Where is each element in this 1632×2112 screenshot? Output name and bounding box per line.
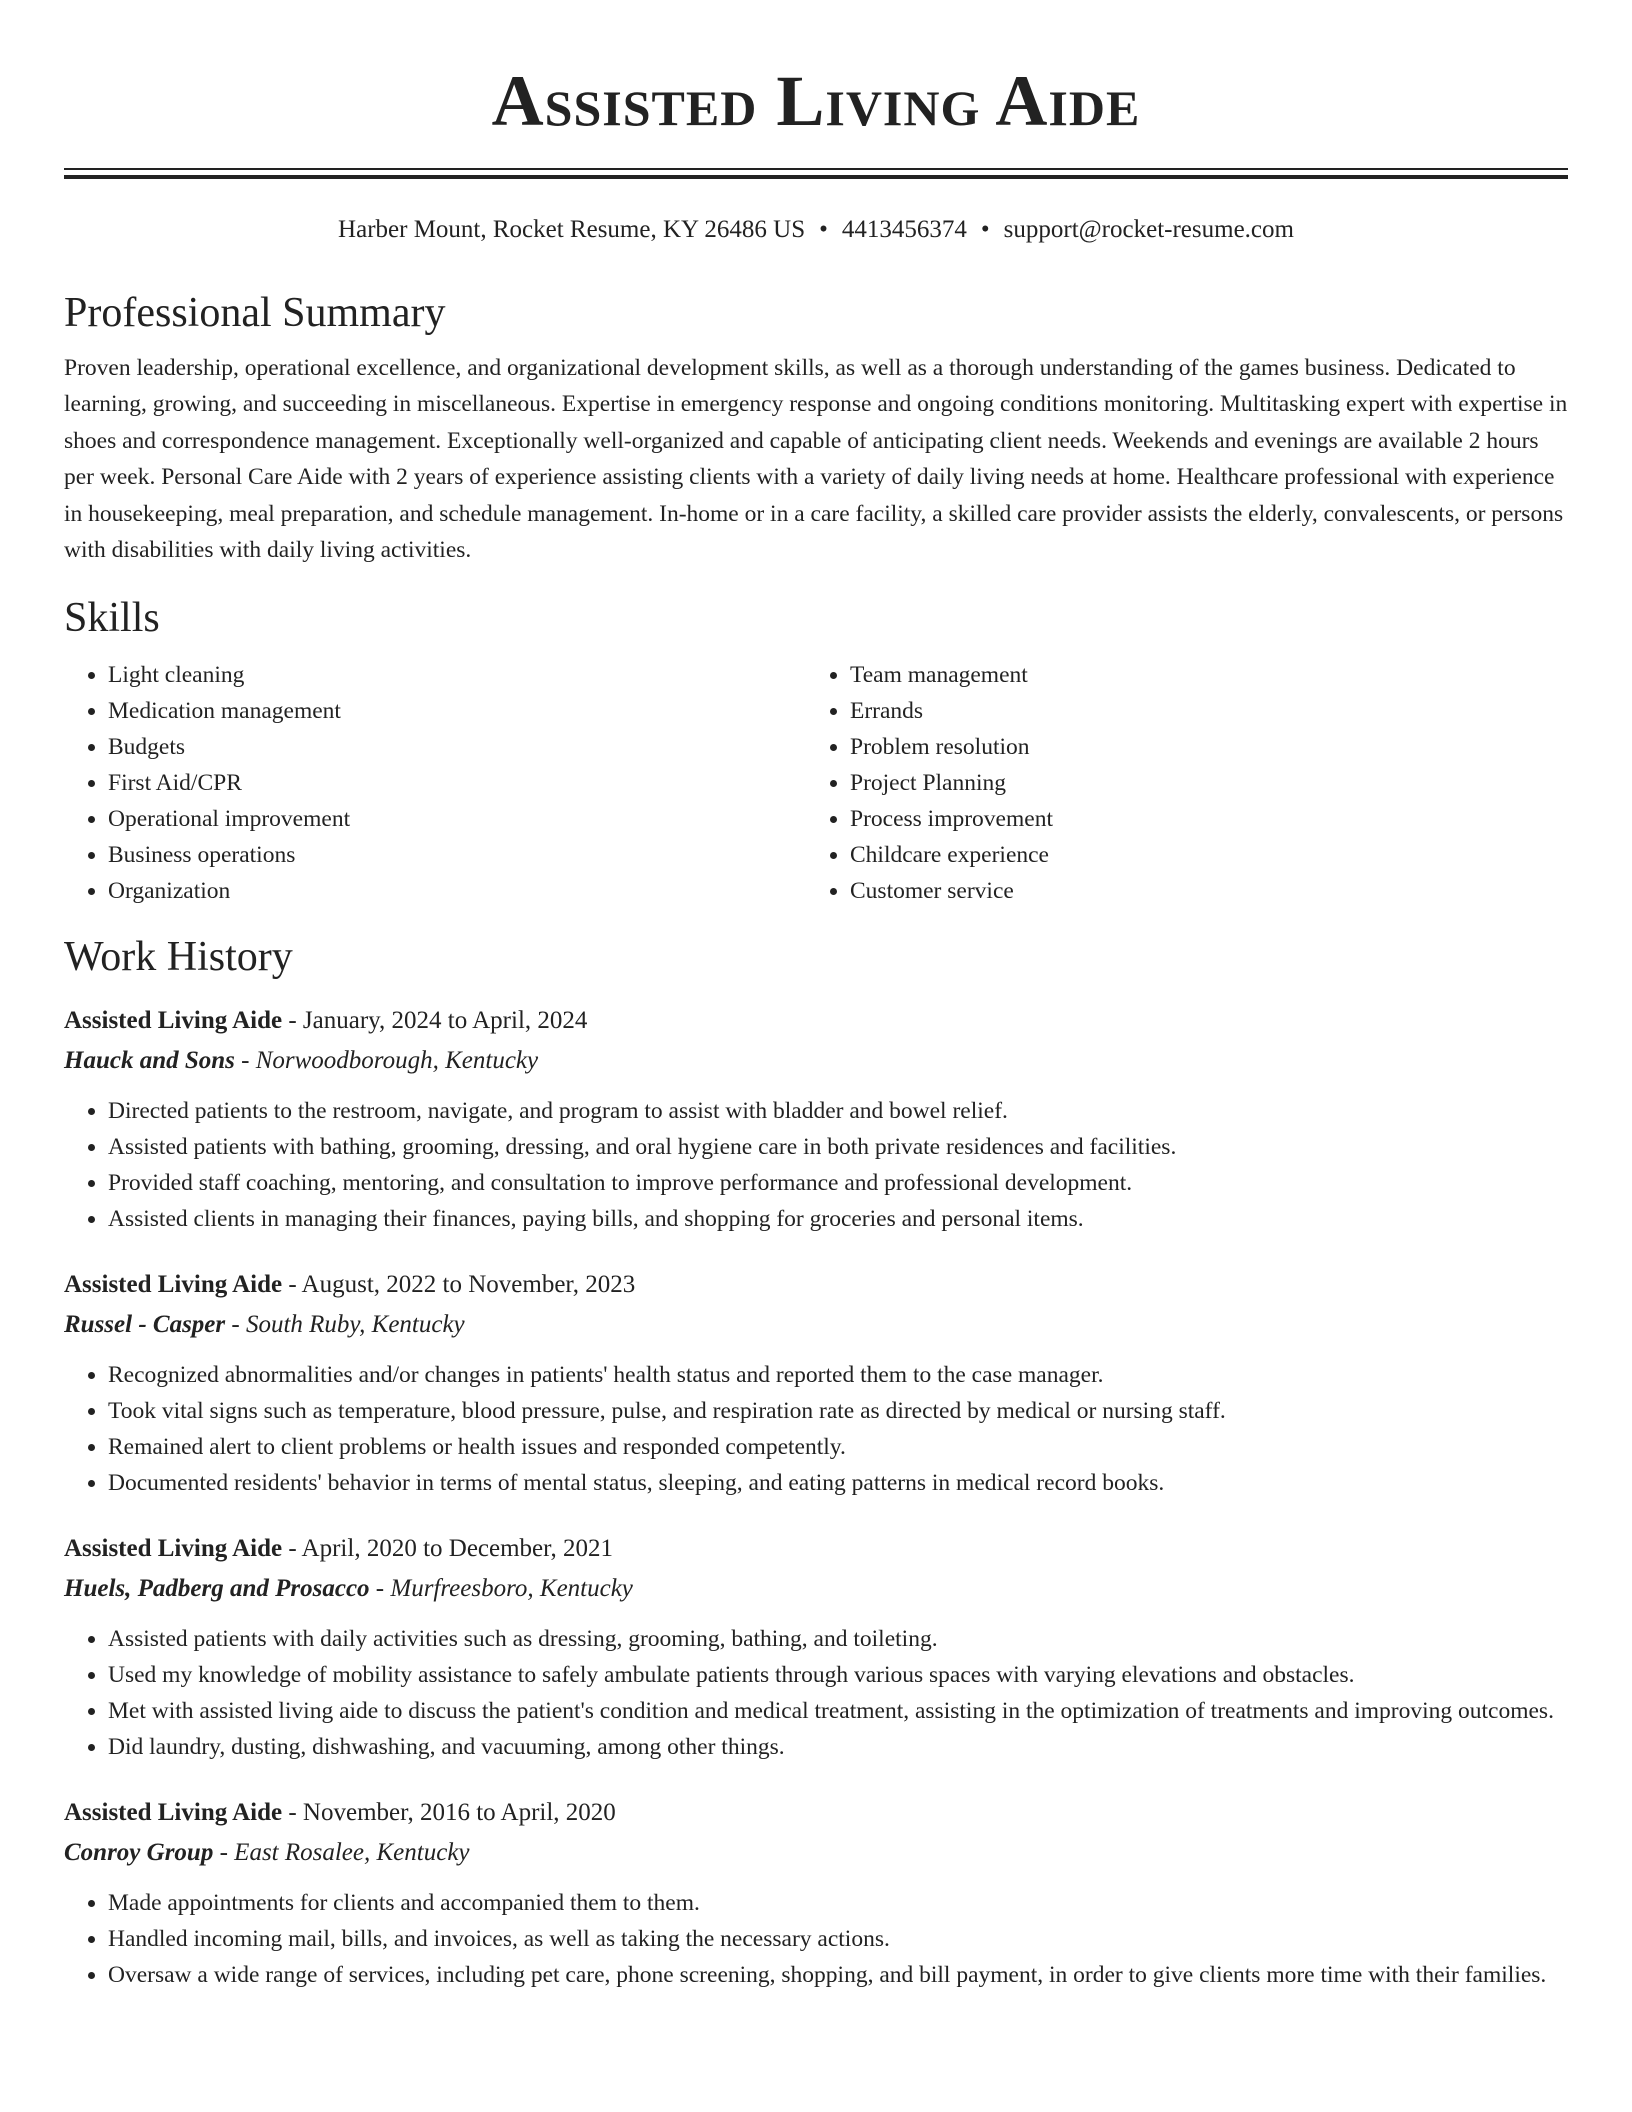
contact-address: Harber Mount, Rocket Resume, KY 26486 US [338,216,806,243]
contact-line [64,215,1568,245]
job-bullet: • Provided staff coaching, mentoring, and consultation to improve performance and professional development. [108,1165,1568,1201]
skill-item: • Team management [850,657,1548,693]
job-title: Assisted Living Aide [64,1535,283,1563]
job-bullet: • Recognized abnormalities and/or changes in patients' health status and reported them to the case manager. [108,1357,1568,1393]
job-company-line [64,1833,1568,1873]
job-bullets [64,1357,1568,1501]
job-bullet: • Documented residents' behavior in terms of mental status, sleeping, and eating patterns in medical record books. [108,1465,1568,1501]
work-history-heading: Work History [64,934,293,981]
skill-item: • First Aid/CPR [108,765,806,801]
job-title-line [64,1265,1568,1305]
job-bullet: • Handled incoming mail, bills, and invoices, as well as taking the necessary actions. [108,1921,1568,1957]
job-title-line [64,1001,1568,1041]
job-entry [64,1001,1568,1237]
skill-item: • Problem resolution [850,729,1548,765]
skill-item: • Project Planning [850,765,1548,801]
job-bullet: • Remained alert to client problems or health issues and responded competently. [108,1429,1568,1465]
job-dates: - August, 2022 to November, 2023 [282,1271,636,1299]
job-bullet: • Met with assisted living aide to discuss the patient's condition and medical treatment, assisting in the optimization of treatments and improving outcomes. [108,1693,1568,1729]
contact-phone: 4413456374 [841,216,967,243]
job-bullet: • Oversaw a wide range of services, including pet care, phone screening, shopping, and bill payment, in order to give clients more time with their families. [108,1957,1568,1993]
job-company: Huels, Padberg and Prosacco [64,1575,370,1603]
skill-item: • Operational improvement [108,801,806,837]
job-entry [64,1265,1568,1501]
job-entry [64,1793,1568,1993]
job-location: - South Ruby, Kentucky [225,1311,465,1339]
skill-item: • Light cleaning [108,657,806,693]
job-bullet: • Made appointments for clients and accompanied them to them. [108,1885,1568,1921]
title-rule-thick [64,175,1568,179]
title-rule-thin [64,168,1568,170]
job-dates: - January, 2024 to April, 2024 [282,1007,588,1035]
skills-heading: Skills [64,595,160,642]
job-bullet: • Used my knowledge of mobility assistance to safely ambulate patients through various spaces with varying elevations and obstacles. [108,1657,1568,1693]
job-title: Assisted Living Aide [64,1007,283,1035]
job-bullet: • Did laundry, dusting, dishwashing, and vacuuming, among other things. [108,1729,1568,1765]
skill-item: • Organization [108,873,806,909]
skill-item: • Childcare experience [850,837,1548,873]
job-entry [64,1529,1568,1765]
job-location: - Norwoodborough, Kentucky [234,1047,539,1075]
skill-item: • Customer service [850,873,1548,909]
job-bullets [64,1093,1568,1237]
skills-list [64,657,1568,909]
job-bullet: • Took vital signs such as temperature, blood pressure, pulse, and respiration rate as directed by medical or nursing staff. [108,1393,1568,1429]
summary-heading: Professional Summary [64,290,446,336]
job-company-line [64,1305,1568,1345]
contact-separator: • [819,216,828,243]
job-company-line [64,1569,1568,1609]
job-title: Assisted Living Aide [64,1799,283,1827]
job-bullet: • Assisted clients in managing their finances, paying bills, and shopping for groceries and personal items. [108,1201,1568,1237]
skills-column-left [64,657,806,909]
summary-text: Proven leadership, operational excellence, and organizational development skills, as well as a thorough understanding of the games business. Dedicated to learning, growing, and succeeding in miscellaneous. Expertise in emergency response and ongoing conditions monitoring. Multitasking expert with expertise in shoes and correspondence management. Exceptionally well-organized and capable of anticipating client needs. Weekends and evenings are available 2 hours per week. Personal Care Aide with 2 years of experience assisting clients with a variety of daily living needs at home. Healthcare professional with experience in housekeeping, meal preparation, and schedule management. In-home or in a care facility, a skilled care provider assists the elderly, convalescents, or persons with disabilities with daily living activities. [64,355,1568,564]
skill-item: • Business operations [108,837,806,873]
job-title-line [64,1793,1568,1833]
job-company-line [64,1041,1568,1081]
job-company: Russel - Casper [64,1311,226,1339]
job-bullet: • Assisted patients with daily activities such as dressing, grooming, bathing, and toileting. [108,1621,1568,1657]
job-company: Hauck and Sons [64,1047,235,1075]
job-bullets [64,1621,1568,1765]
contact-separator: • [980,216,990,243]
job-company: Conroy Group [64,1839,214,1867]
job-dates: - April, 2020 to December, 2021 [282,1535,613,1563]
contact-email[interactable]: support@rocket-resume.com [1003,216,1294,243]
skills-column-right [806,657,1548,909]
resume-title: Assisted Living Aide [491,61,1141,141]
job-location: - Murfreesboro, Kentucky [369,1575,633,1603]
job-title-line [64,1529,1568,1569]
job-bullet: • Directed patients to the restroom, navigate, and program to assist with bladder and bowel relief. [108,1093,1568,1129]
skill-item: • Errands [850,693,1548,729]
job-title: Assisted Living Aide [64,1271,283,1299]
skill-item: • Process improvement [850,801,1548,837]
job-bullet: • Assisted patients with bathing, grooming, dressing, and oral hygiene care in both private residences and facilities. [108,1129,1568,1165]
skill-item: • Budgets [108,729,806,765]
job-bullets [64,1885,1568,1993]
skill-item: • Medication management [108,693,806,729]
job-location: - East Rosalee, Kentucky [213,1839,470,1867]
job-dates: - November, 2016 to April, 2020 [282,1799,616,1827]
